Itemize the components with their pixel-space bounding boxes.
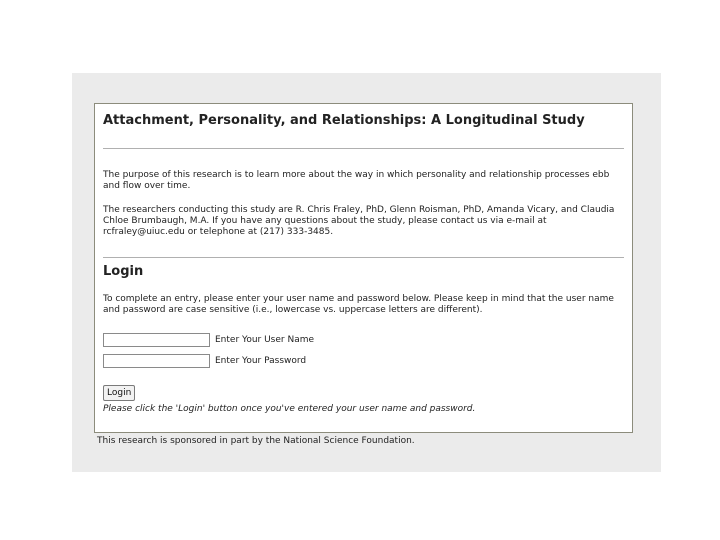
- login-divider: [103, 257, 624, 258]
- password-row: [103, 354, 306, 368]
- title-divider: [103, 148, 624, 149]
- login-hint: Please click the 'Login' button once you've entered your user name and password.: [103, 404, 476, 414]
- login-instructions: To complete an entry, please enter your user name and password below. Please keep in mind that the user name and password are case sensitive (i.e., lowercase vs. uppercase letters are different).: [103, 294, 614, 315]
- page-title: Attachment, Personality, and Relationships: A Longitudinal Study: [103, 113, 585, 128]
- login-heading: Login: [103, 264, 144, 279]
- study-content-box: [94, 103, 633, 433]
- username-label: Enter Your User Name: [215, 335, 315, 345]
- password-input[interactable]: [103, 354, 210, 368]
- username-input[interactable]: [103, 333, 210, 347]
- password-label: Enter Your Password: [215, 356, 307, 366]
- username-row: [103, 333, 314, 347]
- researchers-paragraph: The researchers conducting this study are R. Chris Fraley, PhD, Glenn Roisman, PhD, Amanda Vicary, and Claudia Chloe Brumbaugh, M.A. If you have any questions about the study, please contact us via e-mail at rcfraley@uiuc.edu or telephone at (217) 333-3485.: [103, 205, 615, 237]
- login-button[interactable]: Login: [103, 385, 135, 401]
- sponsor-note: This research is sponsored in part by the National Science Foundation.: [97, 436, 415, 446]
- purpose-paragraph: The purpose of this research is to learn more about the way in which personality and relationship processes ebb and flow over time.: [103, 170, 610, 191]
